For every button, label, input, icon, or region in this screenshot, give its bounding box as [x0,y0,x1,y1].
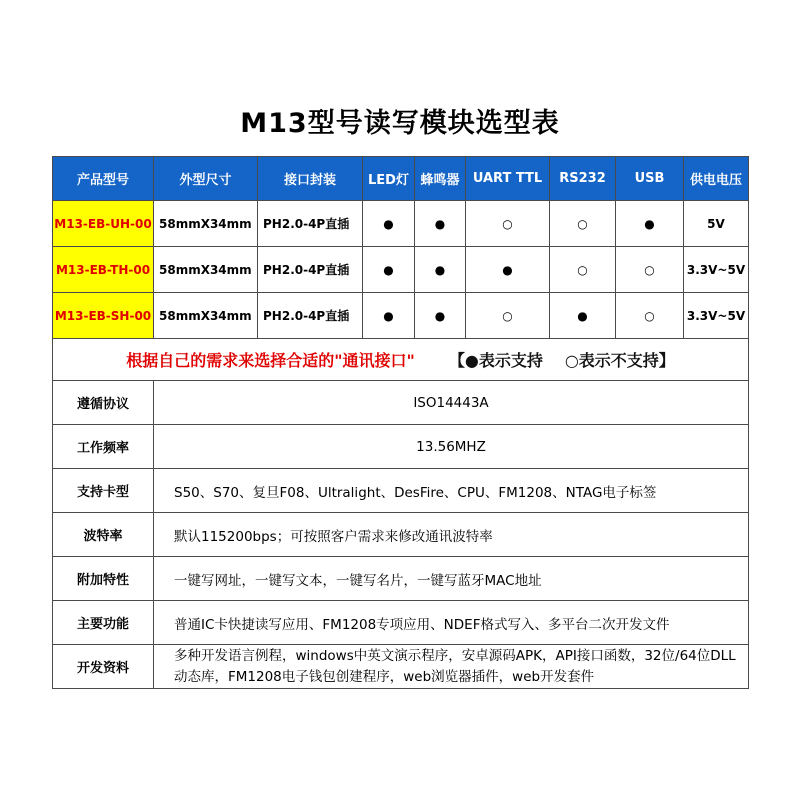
spec-value: 13.56MHZ [154,425,749,469]
spec-value: 多种开发语言例程，windows中英文演示程序，安卓源码APK，API接口函数，32位/64位DLL动态库，FM1208电子钱包创建程序，web浏览器插件，web开发套件 [154,645,749,689]
led-cell: ● [363,201,415,247]
spec-value: ISO14443A [154,381,749,425]
interface-cell: PH2.0-4P直插 [258,293,363,339]
led-cell: ● [363,247,415,293]
rs232-cell: ○ [550,201,616,247]
legend-cell [53,339,749,381]
interface-hint: 根据自己的需求来选择合适的"通讯接口" [126,351,415,370]
rs232-cell: ● [550,293,616,339]
legend-supported: 【●表示支持 [448,351,543,370]
spec-row-protocol [53,381,749,425]
spec-label: 波特率 [53,513,154,557]
voltage-cell: 3.3V~5V [684,247,749,293]
product-row [53,201,749,247]
spec-value: S50、S70、复旦F08、Ultralight、DesFire、CPU、FM1208、NTAG电子标签 [154,469,749,513]
interface-cell: PH2.0-4P直插 [258,247,363,293]
spec-value: 普通IC卡快捷读写应用、FM1208专项应用、NDEF格式写入、多平台二次开发文件 [154,601,749,645]
spec-row-frequency [53,425,749,469]
buzzer-cell: ● [415,201,466,247]
spec-label: 开发资料 [53,645,154,689]
header-interface: 接口封装 [258,157,363,201]
spec-row-features [53,557,749,601]
size-cell: 58mmX34mm [154,247,258,293]
rs232-cell: ○ [550,247,616,293]
usb-cell: ● [616,201,684,247]
model-cell: M13-EB-UH-00 [53,201,154,247]
spec-label: 主要功能 [53,601,154,645]
spec-row-cards [53,469,749,513]
model-cell: M13-EB-SH-00 [53,293,154,339]
header-uart: UART TTL [466,157,550,201]
spec-row-functions [53,601,749,645]
page-title: M13型号读写模块选型表 [240,108,560,139]
product-row [53,247,749,293]
legend-row [53,339,749,381]
interface-cell: PH2.0-4P直插 [258,201,363,247]
uart-cell: ○ [466,293,550,339]
header-buzzer: 蜂鸣器 [415,157,466,201]
size-cell: 58mmX34mm [154,293,258,339]
header-model: 产品型号 [53,157,154,201]
size-cell: 58mmX34mm [154,201,258,247]
header-voltage: 供电电压 [684,157,749,201]
legend-unsupported: ○表示不支持】 [564,351,675,370]
product-row [53,293,749,339]
spec-label: 支持卡型 [53,469,154,513]
usb-cell: ○ [616,247,684,293]
header-rs232: RS232 [550,157,616,201]
uart-cell: ○ [466,201,550,247]
usb-cell: ○ [616,293,684,339]
voltage-cell: 3.3V~5V [684,293,749,339]
selection-table [52,156,749,689]
header-usb: USB [616,157,684,201]
voltage-cell: 5V [684,201,749,247]
spec-label: 附加特性 [53,557,154,601]
spec-value: 默认115200bps；可按照客户需求来修改通讯波特率 [154,513,749,557]
spec-label: 遵循协议 [53,381,154,425]
header-row [53,157,749,201]
model-cell: M13-EB-TH-00 [53,247,154,293]
spec-label: 工作频率 [53,425,154,469]
header-led: LED灯 [363,157,415,201]
uart-cell: ● [466,247,550,293]
led-cell: ● [363,293,415,339]
spec-row-baud [53,513,749,557]
buzzer-cell: ● [415,247,466,293]
spec-value: 一键写网址，一键写文本，一键写名片，一键写蓝牙MAC地址 [154,557,749,601]
spec-row-devkit [53,645,749,689]
buzzer-cell: ● [415,293,466,339]
header-size: 外型尺寸 [154,157,258,201]
